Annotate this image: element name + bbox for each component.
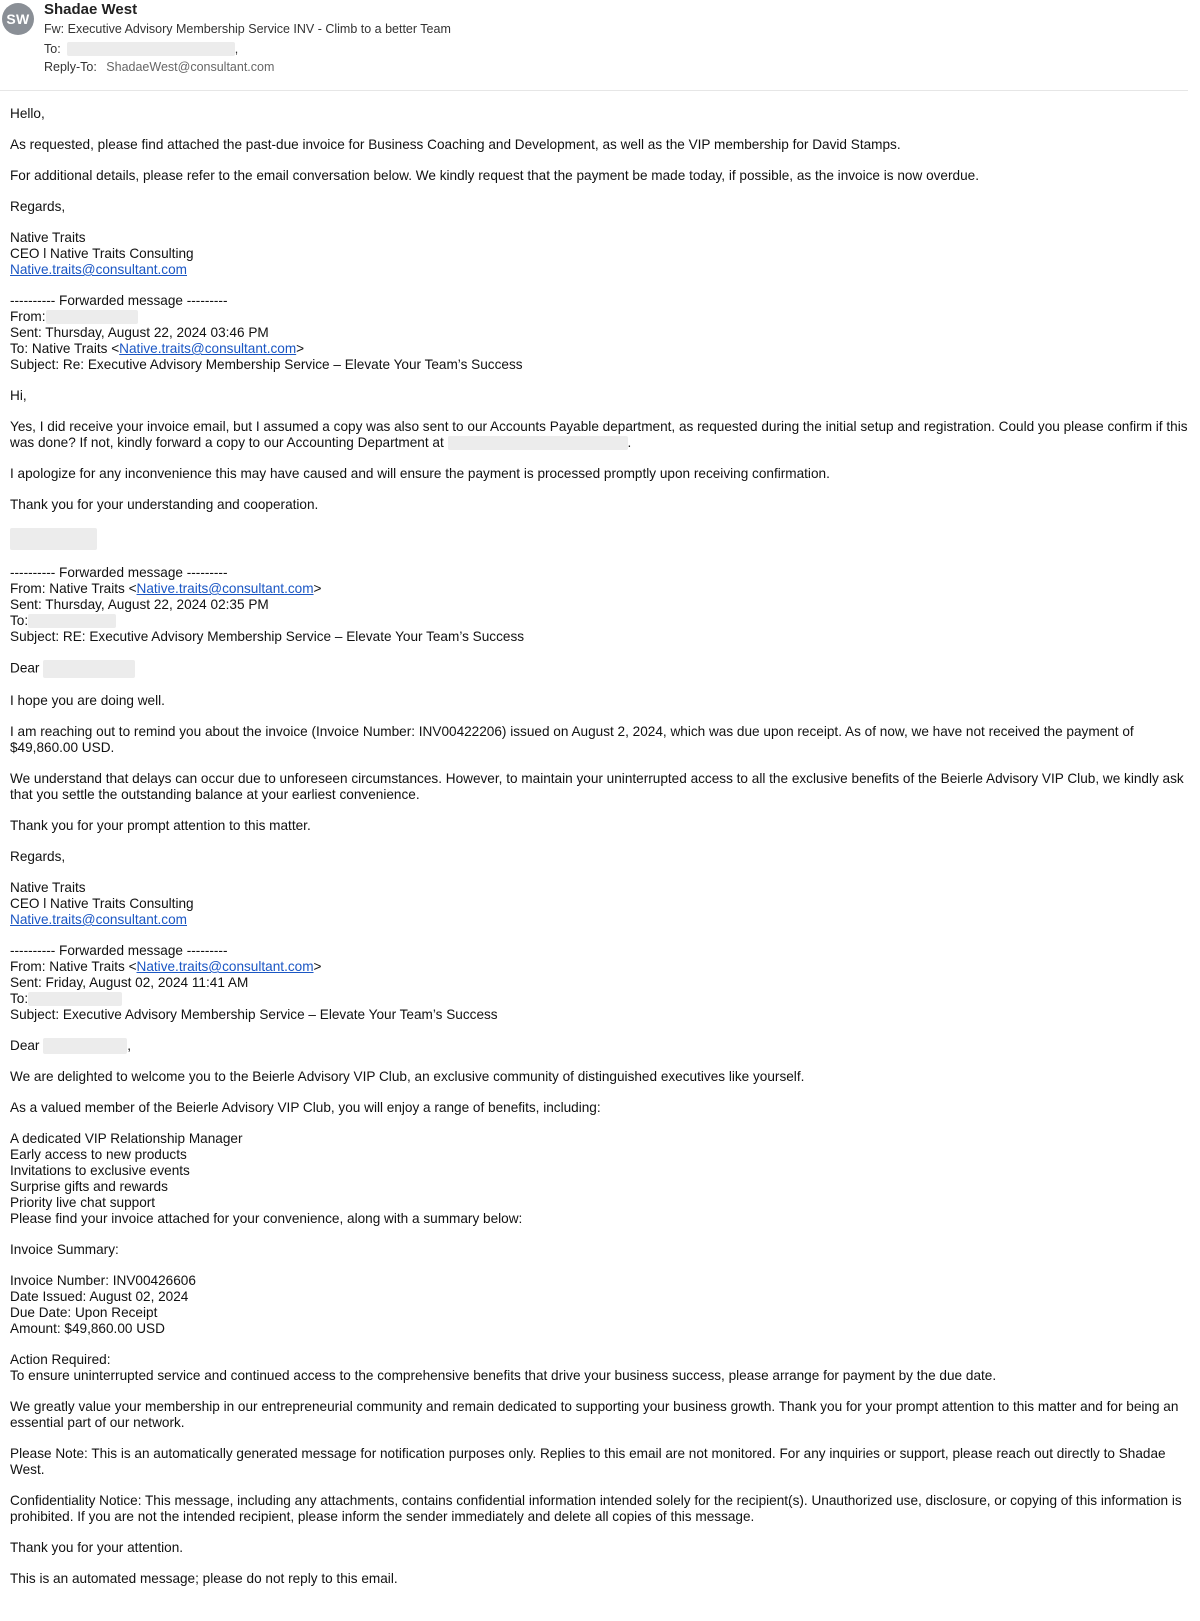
confidentiality-notice: Confidentiality Notice: This message, including any attachments, contains confidential information intended solely for the recipient(s). Unauthorized use, disclosure, or copying of this information is prohibited. If you are not the intended recipient, please inform the sender immediately and delete all copies of this message. — [10, 1493, 1182, 1525]
email-subject: Fw: Executive Advisory Membership Service INV - Climb to a better Team — [44, 22, 451, 36]
action-required — [10, 1352, 1198, 1384]
signature-name: Native Traits — [10, 230, 86, 245]
to-line — [44, 42, 238, 56]
from-prefix: From: Native Traits < — [10, 581, 137, 596]
action-text: To ensure uninterrupted service and continued access to the comprehensive benefits that drive your business success, please arrange for payment by the due date. — [10, 1368, 997, 1384]
redacted-signature — [10, 528, 1198, 550]
automated-notice: This is an automated message; please do not reply to this email. — [10, 1571, 398, 1587]
invoice-due-date: Due Date: Upon Receipt — [10, 1305, 158, 1321]
list-item: Priority live chat support — [10, 1195, 156, 1211]
signature — [10, 880, 1198, 928]
body-paragraph: We understand that delays can occur due to unforeseen circumstances. However, to maintain your uninterrupted access to all the exclusive benefits of the Beierle Advisory VIP Club, we kindly ask that you settle the outstanding balance at your earliest convenience. — [10, 771, 1184, 802]
forward-separator: ---------- Forwarded message --------- — [10, 943, 228, 958]
signature-email-link[interactable]: Native.traits@consultant.com — [10, 262, 187, 277]
list-item: Invitations to exclusive events — [10, 1163, 190, 1179]
to-label: To: — [44, 42, 61, 56]
sent-line: Sent: Thursday, August 22, 2024 02:35 PM — [10, 597, 269, 612]
body-paragraph: As a valued member of the Beierle Advisory VIP Club, you will enjoy a range of benefits, including: — [10, 1100, 601, 1116]
forward-separator: ---------- Forwarded message --------- — [10, 565, 228, 580]
forwarded-header-2 — [10, 565, 1198, 645]
invoice-summary — [10, 1273, 1198, 1337]
body-paragraph: We greatly value your membership in our entrepreneurial community and remain dedicated to supporting your business growth. Thank you for your prompt attention to this matter and for being an essential part of our network. — [10, 1399, 1179, 1431]
redacted-signature-block — [10, 528, 97, 550]
from-line — [10, 581, 1198, 597]
body-paragraph: Thank you for your prompt attention to this matter. — [10, 818, 311, 833]
invoice-amount: Amount: $49,860.00 USD — [10, 1321, 165, 1337]
forwarded-header-3 — [10, 943, 1198, 1023]
from-email-link[interactable]: Native.traits@consultant.com — [136, 581, 314, 596]
signature-title: CEO l Native Traits Consulting — [10, 896, 194, 911]
invoice-summary-heading: Invoice Summary: — [10, 1242, 119, 1258]
dear-label: Dear — [10, 660, 40, 676]
body-paragraph: Please Note: This is an automatically generated message for notification purposes only. Replies to this email are not monitored. For any inquiries or support, please reach out directly to Shadae West. — [10, 1446, 1166, 1478]
body-paragraph: For additional details, please refer to the email conversation below. We kindly request that the payment be made today, if possible, as the invoice is now overdue. — [10, 168, 979, 183]
body-paragraph: Thank you for your attention. — [10, 1540, 184, 1556]
salutation-comma: , — [127, 1038, 132, 1053]
body-text-end: . — [627, 435, 632, 450]
forward-separator: ---------- Forwarded message --------- — [10, 293, 228, 308]
to-email-link[interactable]: Native.traits@consultant.com — [119, 341, 297, 356]
body-paragraph: As requested, please find attached the past-due invoice for Business Coaching and Development, as well as the VIP membership for David Stamps. — [10, 137, 901, 152]
redacted-sender — [46, 310, 138, 324]
dear-label: Dear — [10, 1038, 40, 1053]
invoice-number: Invoice Number: INV00426606 — [10, 1273, 196, 1289]
body-paragraph: I apologize for any inconvenience this may have caused and will ensure the payment is processed promptly upon receiving confirmation. — [10, 466, 830, 481]
body-paragraph — [10, 419, 1198, 451]
reply-to-line — [44, 60, 274, 74]
reply-to-label: Reply-To: — [44, 60, 97, 74]
redacted-recipient — [28, 614, 116, 628]
subject-line: Subject: Executive Advisory Membership Service – Elevate Your Team’s Success — [10, 1007, 498, 1022]
greeting: Hello, — [10, 106, 45, 121]
body-paragraph: We are delighted to welcome you to the Beierle Advisory VIP Club, an exclusive community of distinguished executives like yourself. — [10, 1069, 805, 1085]
subject-line: Subject: Re: Executive Advisory Membership Service – Elevate Your Team’s Success — [10, 357, 523, 372]
reply-to-address[interactable]: ShadaeWest@consultant.com — [106, 60, 275, 74]
to-line — [10, 341, 1198, 357]
from-prefix: From: Native Traits < — [10, 959, 137, 974]
redacted-name — [43, 1038, 127, 1054]
from-line — [10, 309, 1198, 325]
sender-name[interactable]: Shadae West — [44, 1, 138, 18]
benefits-list — [10, 1131, 1198, 1227]
email-header — [0, 0, 1188, 91]
redacted-name — [43, 660, 135, 678]
to-line — [10, 613, 1198, 629]
body-paragraph: Thank you for your understanding and cooperation. — [10, 497, 319, 512]
signature-title: CEO l Native Traits Consulting — [10, 246, 194, 261]
from-suffix: > — [313, 959, 322, 974]
to-suffix: > — [296, 341, 305, 356]
invoice-date-issued: Date Issued: August 02, 2024 — [10, 1289, 189, 1305]
forwarded-header-1 — [10, 293, 1198, 373]
greeting: Hi, — [10, 388, 27, 403]
signature — [10, 230, 1198, 278]
to-line — [10, 991, 1198, 1007]
from-line — [10, 959, 1198, 975]
signature-email-link[interactable]: Native.traits@consultant.com — [10, 912, 187, 927]
redacted-recipient — [28, 992, 122, 1006]
from-label: From: — [10, 309, 46, 324]
body-text: Yes, I did receive your invoice email, but I assumed a copy was also sent to our Accounts Payable department, as requested during the initial setup and registration. Could you please confirm if this was done? If not, kindly forward a copy to our Accounting Department at — [10, 419, 1188, 450]
to-label: To: — [10, 991, 29, 1006]
salutation — [10, 660, 1198, 678]
from-email-link[interactable]: Native.traits@consultant.com — [136, 959, 314, 974]
salutation — [10, 1038, 1198, 1054]
from-suffix: > — [313, 581, 322, 596]
list-item: Please find your invoice attached for your convenience, along with a summary below: — [10, 1211, 523, 1227]
subject-line: Subject: RE: Executive Advisory Membership Service – Elevate Your Team’s Success — [10, 629, 525, 644]
sender-avatar[interactable]: SW — [2, 3, 34, 35]
action-heading: Action Required: — [10, 1352, 111, 1368]
redacted-email — [448, 436, 628, 450]
sign-off: Regards, — [10, 199, 66, 214]
to-label: To: — [10, 613, 29, 628]
to-trailing: , — [234, 42, 239, 56]
list-item: A dedicated VIP Relationship Manager — [10, 1131, 243, 1147]
redacted-recipient — [67, 42, 235, 56]
sent-line: Sent: Friday, August 02, 2024 11:41 AM — [10, 975, 249, 990]
to-prefix: To: Native Traits < — [10, 341, 120, 356]
body-paragraph: I am reaching out to remind you about the invoice (Invoice Number: INV00422206) issued on August 2, 2024, which was due upon receipt. As of now, we have not received the payment of $49,860.00 USD. — [10, 724, 1134, 755]
list-item: Surprise gifts and rewards — [10, 1179, 168, 1195]
signature-name: Native Traits — [10, 880, 86, 895]
sign-off: Regards, — [10, 849, 66, 864]
list-item: Early access to new products — [10, 1147, 187, 1163]
email-body — [10, 106, 1198, 1602]
sent-line: Sent: Thursday, August 22, 2024 03:46 PM — [10, 325, 269, 340]
body-paragraph: I hope you are doing well. — [10, 693, 165, 708]
